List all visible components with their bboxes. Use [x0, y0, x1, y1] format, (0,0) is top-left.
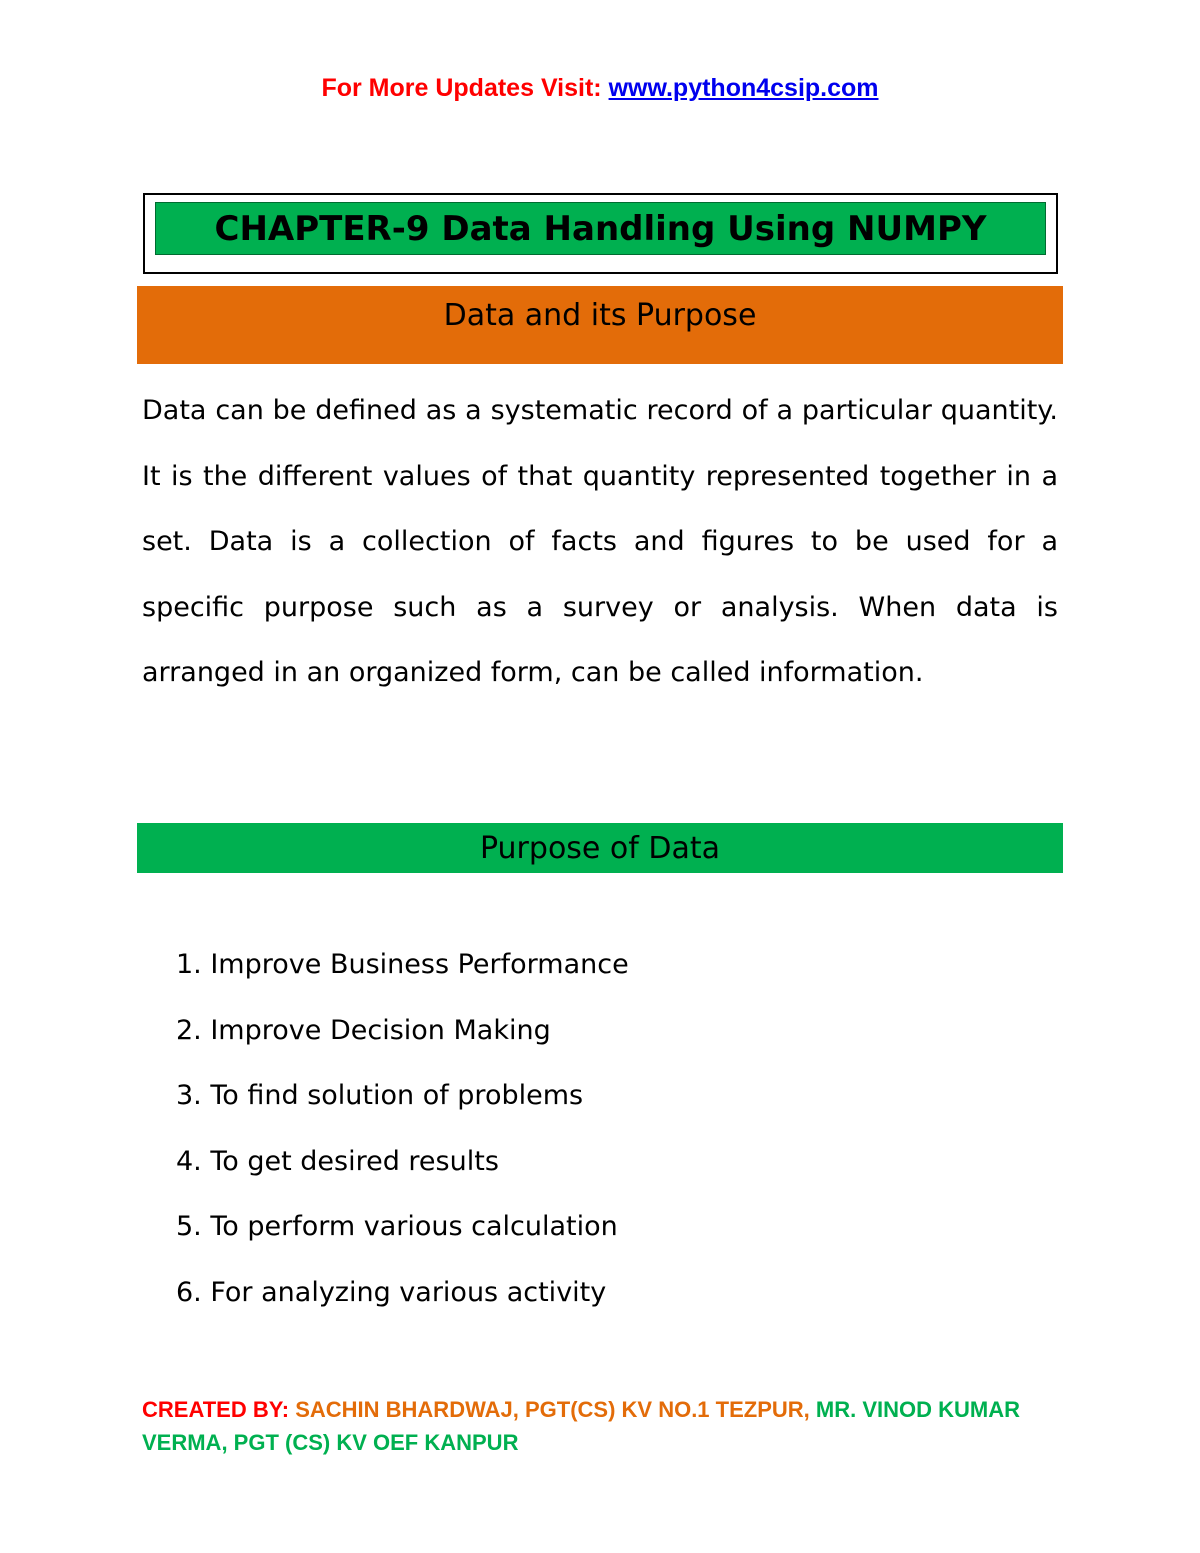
- website-link[interactable]: www.python4csip.com: [608, 74, 879, 102]
- section-heading-purpose-of-data: Purpose of Data: [137, 823, 1063, 873]
- credits-author-1: SACHIN BHARDWAJ, PGT(CS) KV NO.1 TEZPUR,: [295, 1397, 816, 1422]
- section-heading-data-purpose: Data and its Purpose: [137, 286, 1063, 364]
- list-item: 2. Improve Decision Making: [176, 1014, 551, 1046]
- chapter-title-frame: [143, 193, 1058, 274]
- chapter-title: CHAPTER-9 Data Handling Using NUMPY: [155, 202, 1046, 255]
- data-definition-paragraph: Data can be defined as a systematic record of a particular quantity. It is the different values of that quantity represented together in a set. Data is a collection of facts and figures to be used for a specific purpose such as a survey or analysis. When data is arranged in an organized form, can be called information.: [142, 395, 1058, 688]
- credits-footer: [142, 1393, 1042, 1459]
- credits-label: CREATED BY:: [142, 1397, 296, 1422]
- list-item: 6. For analyzing various activity: [176, 1276, 607, 1308]
- list-item: 4. To get desired results: [176, 1145, 499, 1177]
- purpose-list: [176, 932, 629, 1325]
- updates-header: [0, 74, 1200, 103]
- updates-prefix: For More Updates Visit:: [321, 74, 609, 102]
- credits-author-2: MR. VINOD KUMAR VERMA, PGT (CS) KV OEF KANPUR: [142, 1397, 1020, 1455]
- list-item: 3. To find solution of problems: [176, 1080, 584, 1111]
- list-item: 1. Improve Business Performance: [176, 949, 629, 980]
- list-item: 5. To perform various calculation: [176, 1211, 618, 1242]
